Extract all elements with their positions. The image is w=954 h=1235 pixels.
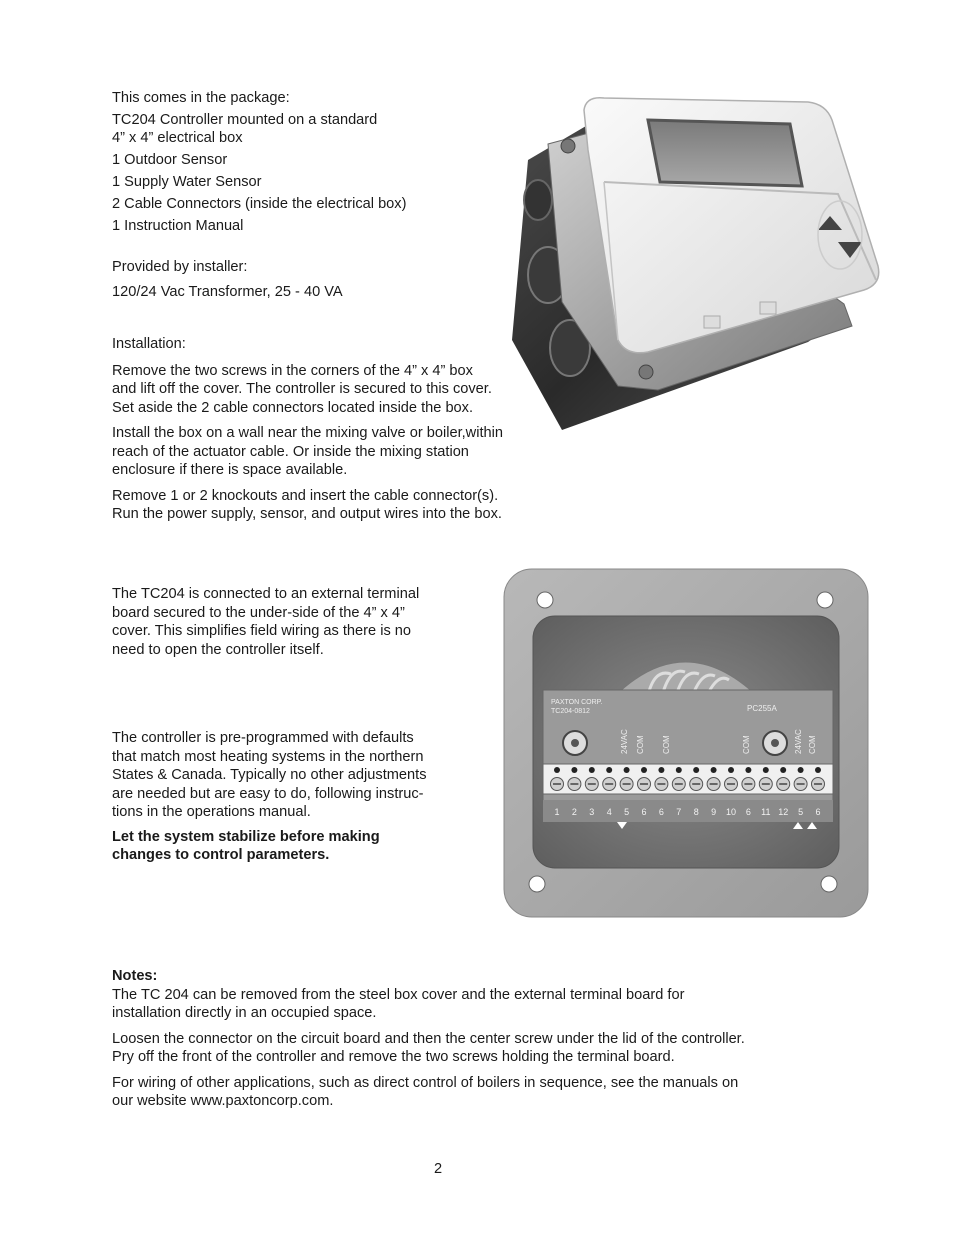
installer-section <box>112 258 343 301</box>
terminal-number: 10 <box>725 807 737 817</box>
mounting-hole <box>817 592 833 608</box>
text-line: installation directly in an occupied space. <box>112 1005 377 1021</box>
notes-section <box>112 967 745 1111</box>
terminal-dot <box>606 767 612 773</box>
terminal-dot <box>554 767 560 773</box>
board-label: 24VAC <box>620 729 629 754</box>
text-line: Remove the two screws in the corners of the 4” x 4” box <box>112 362 473 379</box>
package-item: 4” x 4” electrical box <box>112 130 243 146</box>
text-line: The TC 204 can be removed from the steel box cover and the external terminal board for <box>112 986 685 1003</box>
board-label: PC255A <box>747 704 777 713</box>
installation-paragraph <box>112 362 503 418</box>
board-label: COM <box>662 735 671 754</box>
knockout-shape <box>524 180 552 220</box>
terminal-number: 3 <box>589 807 595 817</box>
terminal-number: 7 <box>676 807 682 817</box>
controller-photo <box>508 90 882 432</box>
terminal-number: 2 <box>571 807 577 817</box>
terminal-number: 6 <box>815 807 821 817</box>
package-heading: This comes in the package: <box>112 90 290 106</box>
terminal-number: 4 <box>606 807 612 817</box>
package-item: 2 Cable Connectors (inside the electrical box) <box>112 196 407 212</box>
text-line: States & Canada. Typically no other adjustments <box>112 767 427 783</box>
lcd-display <box>648 120 802 186</box>
terminal-dot <box>815 767 821 773</box>
installation-paragraph <box>112 424 503 480</box>
installer-heading: Provided by installer: <box>112 259 248 275</box>
terminal-dot <box>676 767 682 773</box>
mounting-hole <box>537 592 553 608</box>
text-line: are needed but are easy to do, following instruc- <box>112 785 424 802</box>
terminal-dot <box>693 767 699 773</box>
terminal-dot <box>798 767 804 773</box>
installation-paragraph <box>112 487 503 524</box>
board-label: PAXTON CORP. <box>551 699 603 706</box>
text-line: our website www.paxtoncorp.com. <box>112 1093 334 1109</box>
terminal-dot <box>589 767 595 773</box>
terminal-dot <box>571 767 577 773</box>
terminal-number: 6 <box>745 807 751 817</box>
terminal-number: 5 <box>798 807 804 817</box>
text-line: The TC204 is connected to an external terminal <box>112 586 420 602</box>
installation-section <box>112 335 503 524</box>
defaults-paragraph <box>112 729 427 865</box>
board-label: 24VAC <box>794 729 803 754</box>
screw-icon <box>639 365 653 379</box>
terminal-strip <box>543 764 833 794</box>
text-line: Run the power supply, sensor, and output wires into the box. <box>112 506 502 522</box>
terminal-number: 9 <box>711 807 717 817</box>
terminal-number: 8 <box>693 807 699 817</box>
text-line: Loosen the connector on the circuit board and then the center screw under the lid of the controller. <box>112 1030 745 1047</box>
terminal-dot <box>624 767 630 773</box>
terminal-number: 1 <box>554 807 560 817</box>
text-line: For wiring of other applications, such as direct control of boilers in sequence, see the manuals on <box>112 1074 739 1091</box>
terminal-dot <box>728 767 734 773</box>
terminal-dot <box>745 767 751 773</box>
board-label: COM <box>808 735 817 754</box>
terminal-number: 6 <box>658 807 664 817</box>
text-line: The controller is pre-programmed with defaults <box>112 730 414 746</box>
mounting-hole <box>529 876 545 892</box>
terminal-dot <box>658 767 664 773</box>
mounting-hole <box>821 876 837 892</box>
terminal-dot <box>711 767 717 773</box>
terminal-number: 11 <box>761 807 771 817</box>
text-line: need to open the controller itself. <box>112 641 324 658</box>
text-line: cover. This simplifies field wiring as there is no <box>112 623 412 639</box>
text-line: enclosure if there is space available. <box>112 462 348 478</box>
terminal-number: 6 <box>641 807 647 817</box>
notes-heading: Notes: <box>112 968 158 984</box>
text-line: reach of the actuator cable. Or inside the mixing station <box>112 443 469 460</box>
text-line: Remove 1 or 2 knockouts and insert the cable connector(s). <box>112 487 499 504</box>
bold-warning-line: changes to control parameters. <box>112 847 330 863</box>
package-section <box>112 89 406 236</box>
package-item: TC204 Controller mounted on a standard <box>112 111 378 128</box>
terminal-number: 12 <box>778 807 789 817</box>
bold-warning-line: Let the system stabilize before making <box>112 828 380 845</box>
text-line: Pry off the front of the controller and remove the two screws holding the terminal board. <box>112 1049 675 1065</box>
text-line: board secured to the under-side of the 4” x 4” <box>112 604 405 621</box>
terminal-board-paragraph <box>112 585 419 659</box>
text-line: tions in the operations manual. <box>112 804 311 820</box>
package-item: 1 Supply Water Sensor <box>112 174 262 190</box>
page-number: 2 <box>433 1161 443 1177</box>
text-line: that match most heating systems in the northern <box>112 748 424 765</box>
package-item: 1 Instruction Manual <box>112 218 244 234</box>
board-label: TC204-0812 <box>551 708 590 715</box>
terminal-number: 5 <box>624 807 630 817</box>
text-line: and lift off the cover. The controller is secured to this cover. <box>112 381 492 397</box>
board-label: COM <box>742 735 751 754</box>
screw-icon <box>561 139 575 153</box>
installation-heading: Installation: <box>112 336 186 352</box>
terminal-board-photo <box>503 568 869 918</box>
text-line: Install the box on a wall near the mixing valve or boiler,within <box>112 425 503 441</box>
terminal-dot <box>763 767 769 773</box>
package-item: 1 Outdoor Sensor <box>112 152 228 168</box>
terminal-dot <box>780 767 786 773</box>
board-label: COM <box>636 735 645 754</box>
text-line: Set aside the 2 cable connectors located inside the box. <box>112 399 474 416</box>
terminal-dot <box>641 767 647 773</box>
installer-item: 120/24 Vac Transformer, 25 - 40 VA <box>112 283 343 300</box>
